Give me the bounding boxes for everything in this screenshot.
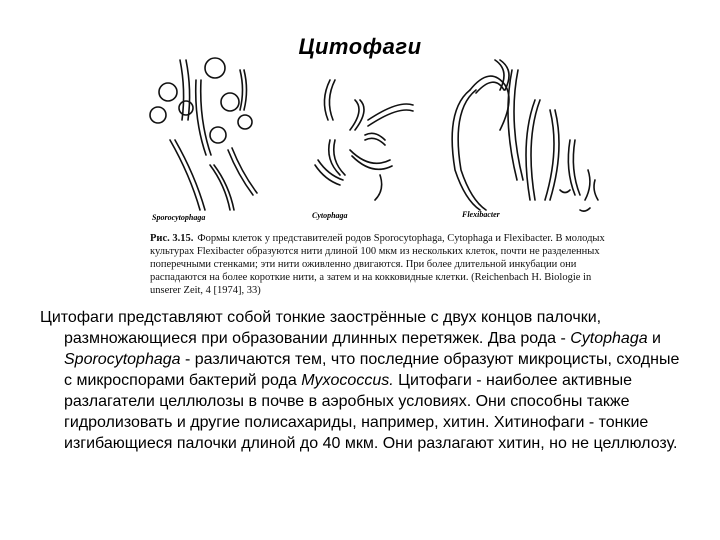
flexibacter-cells: [452, 60, 598, 211]
label-flexibacter: Flexibacter: [462, 210, 500, 219]
label-cytophaga: Cytophaga: [312, 211, 348, 220]
body-part2: - различаются тем, что последние образуют микроцисты, сходные с микроспорами бактерий рода: [64, 351, 680, 389]
genus-cytophaga: Cytophaga: [570, 330, 648, 347]
caption-label: Рис. 3.15.: [150, 233, 194, 244]
label-sporocytophaga: Sporocytophaga: [152, 213, 206, 222]
figure-caption: [150, 232, 620, 297]
bacteria-illustration: [140, 40, 620, 240]
genus-sporocytophaga: Sporocytophaga: [64, 351, 181, 368]
genus-myxococcus: Myxococcus.: [301, 372, 394, 389]
cytophaga-cells: [315, 80, 413, 200]
body-part3: Цитофаги - наиболее активные разлагатели целлюлозы в почве в аэробных условиях. Они способны также гидролизовать и другие полисахариды, например, хитин. Хитинофаги - тонкие изгибающиеся палочки длиной до 40 мкм. Они разлагают хитин, но не целлюлозу.: [64, 372, 678, 452]
body-paragraph: [40, 307, 690, 454]
body-part1: Цитофаги представляют собой тонкие заострённые с двух концов палочки, размножающиеся при образовании длинных перетяжек. Два рода -: [40, 309, 602, 347]
caption-text: Формы клеток у представителей родов Sporocytophaga, Cytophaga и Flexibacter. В молодых культурах Flexibacter образуются нити длиной 100 мкм из нескольких клеток, почти не разделенных поперечными стенками; эти нити оживленно двигаются. При более длительной инкубации они распадаются на более короткие нити, а затем и на кокковидные клетки. (Reichenbach H. Biologie in unserer Zeit, 4 [1974], 33): [150, 233, 605, 296]
sporocytophaga-cells: [150, 58, 257, 210]
page-title: Цитофаги: [298, 34, 422, 59]
body-and: и: [647, 330, 661, 347]
